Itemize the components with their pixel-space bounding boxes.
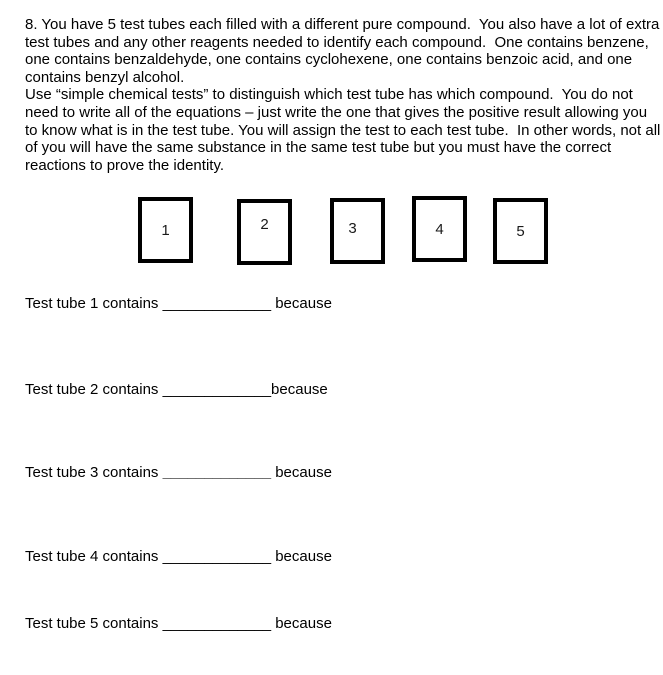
- test-tube-number: 2: [260, 215, 269, 233]
- test-tube-box-3: [330, 198, 385, 264]
- answer-prefix: Test tube 3 contains: [25, 464, 163, 481]
- test-tube-box-5: [493, 198, 548, 264]
- test-tube-number: 5: [516, 222, 525, 240]
- answer-prefix: Test tube 4 contains: [25, 548, 163, 565]
- question-line: reactions to prove the identity.: [25, 156, 224, 174]
- answer-prefix: Test tube 2 contains: [25, 381, 163, 398]
- answer-suffix: because: [271, 381, 328, 398]
- answer-line-2: [25, 381, 328, 399]
- test-tube-box-2: [237, 199, 292, 265]
- question-line: need to write all of the equations – just write the one that gives the positive result allowing you: [25, 103, 648, 121]
- test-tube-number: 1: [161, 221, 170, 239]
- answer-suffix: because: [271, 464, 332, 481]
- answer-line-5: [25, 615, 332, 633]
- test-tube-box-1: [138, 197, 193, 263]
- question-line: one contains benzaldehyde, one contains cyclohexene, one contains benzoic acid, and one: [25, 51, 633, 69]
- answer-suffix: because: [271, 295, 332, 312]
- question-line: test tubes and any other reagents needed to identify each compound. One contains benzene,: [25, 33, 649, 51]
- question-line: 8. You have 5 test tubes each filled with a different pure compound. You also have a lot of extra: [25, 16, 660, 33]
- question-line: contains benzyl alcohol.: [25, 68, 185, 86]
- question-line: Use “simple chemical tests” to distinguish which test tube has which compound. You do not: [25, 86, 633, 104]
- answer-blank-4[interactable]: _____________: [162, 548, 272, 565]
- answer-prefix: Test tube 1 contains: [25, 295, 163, 312]
- answer-blank-5[interactable]: _____________: [162, 615, 272, 632]
- answer-blank-3[interactable]: _____________: [162, 464, 272, 481]
- test-tube-number: 4: [435, 220, 444, 238]
- answer-prefix: Test tube 5 contains: [25, 615, 163, 632]
- question-line: to know what is in the test tube. You will assign the test to each test tube. In other words, not all: [25, 121, 661, 139]
- answer-blank-2[interactable]: _____________: [162, 381, 272, 398]
- question-line: of you will have the same substance in the same test tube but you must have the correct: [25, 139, 612, 157]
- answer-suffix: because: [271, 548, 332, 565]
- answer-blank-1[interactable]: _____________: [162, 295, 272, 312]
- answer-line-3: [25, 464, 332, 482]
- answer-line-1: [25, 295, 332, 313]
- question-text: [25, 16, 660, 174]
- test-tube-number: 3: [348, 219, 357, 237]
- answer-suffix: because: [271, 615, 332, 632]
- test-tube-box-4: [412, 196, 467, 262]
- answer-line-4: [25, 548, 332, 566]
